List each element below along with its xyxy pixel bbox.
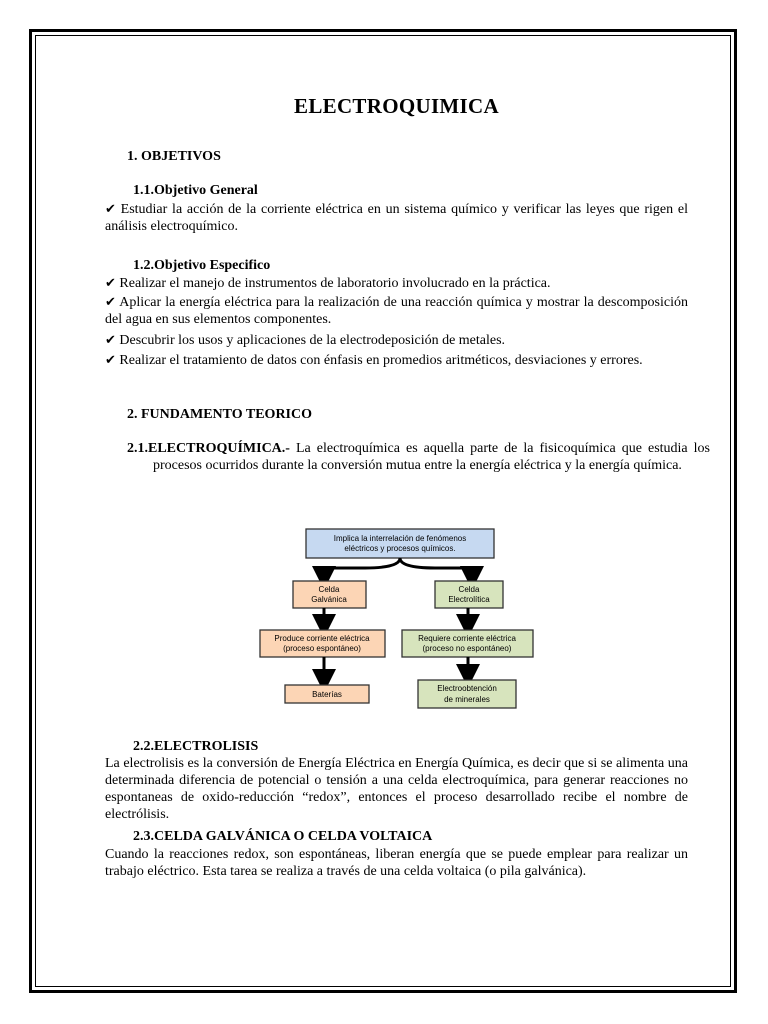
objetivo-especifico-text: Descubrir los usos y aplicaciones de la electrodeposición de metales. [119, 333, 506, 348]
subsection-heading-electrolisis: 2.2.ELECTROLISIS [133, 739, 259, 754]
objetivo-general-item [105, 201, 688, 235]
diagram-branch-left [324, 558, 400, 578]
subsection-heading-celda-galvanica: 2.3.CELDA GALVÁNICA O CELDA VOLTAICA [133, 829, 433, 844]
objetivo-especifico-text: Realizar el manejo de instrumentos de laboratorio involucrado en la práctica. [119, 276, 551, 291]
diagram-right-mid-line-1: Requiere corriente eléctrica [418, 634, 516, 643]
section-heading-fundamento: 2. FUNDAMENTO TEORICO [127, 407, 313, 422]
checkmark-icon: ✔ [105, 202, 116, 217]
diagram-left-celda-line-1: Celda [318, 585, 340, 594]
diagram-top-line-2: eléctricos y procesos químicos. [344, 544, 456, 553]
diagram-right-celda-line-1: Celda [458, 585, 480, 594]
diagram-right-mid-line-2: (proceso no espontáneo) [422, 644, 512, 653]
diagram-right-bottom-line-1: Electroobtención [437, 684, 497, 693]
checkmark-icon: ✔ [105, 295, 116, 310]
checkmark-icon: ✔ [105, 276, 116, 291]
subsection-heading-especifico: 1.2.Objetivo Especifico [133, 258, 271, 273]
section-heading-objetivos: 1. OBJETIVOS [127, 149, 221, 164]
checkmark-icon: ✔ [105, 333, 116, 348]
diagram-top-line-1: Implica la interrelación de fenómenos [333, 534, 467, 543]
diagram-left-celda-line-2: Galvánica [311, 595, 347, 604]
electroquimica-paragraph [105, 440, 710, 474]
diagram-left-bottom-line-1: Baterías [312, 690, 342, 699]
diagram-right-bottom-line-2: de minerales [444, 695, 490, 704]
diagram-left-mid-line-1: Produce corriente eléctrica [274, 634, 370, 643]
subsection-heading-general: 1.1.Objetivo General [133, 183, 258, 198]
objetivo-especifico-item [105, 294, 688, 328]
electrochemistry-diagram [105, 520, 688, 720]
diagram-left-mid-line-2: (proceso espontáneo) [283, 644, 361, 653]
objetivo-especifico-item [105, 352, 688, 369]
checkmark-icon: ✔ [105, 353, 116, 368]
objetivo-especifico-item [105, 275, 688, 292]
diagram-right-celda-line-2: Electrolítica [448, 595, 490, 604]
electrolisis-paragraph: La electrolisis es la conversión de Energía Eléctrica en Energía Química, es decir que si se alimenta una determinada diferencia de potencial o tensión a una celda electroquímica, para generar reacciones no espontaneas de oxido-reducción “redox”, entonces el proceso desarrollado recibe el nombre de electrólisis. [105, 756, 688, 822]
document-title: ELECTROQUIMICA [294, 94, 499, 118]
objetivo-especifico-text: Realizar el tratamiento de datos con énfasis en promedios aritméticos, desviaciones y errores. [119, 353, 643, 368]
objetivo-especifico-item [105, 332, 688, 349]
diagram-branch-right [400, 558, 472, 578]
objetivo-especifico-text: Aplicar la energía eléctrica para la realización de una reacción química y mostrar la descomposición del agua en sus elementos componentes. [105, 295, 689, 327]
celda-galvanica-paragraph: Cuando la reacciones redox, son espontáneas, liberan energía que se puede emplear para realizar un trabajo eléctrico. Esta tarea se realiza a través de una celda voltaica (o pila galvánica). [105, 847, 688, 879]
objetivo-general-text: Estudiar la acción de la corriente eléctrica en un sistema químico y verificar las leyes que rigen el análisis electroquímico. [105, 202, 688, 234]
electroquimica-text: La electroquímica es aquella parte de la fisicoquímica que estudia los procesos ocurridos durante la conversión mutua entre la energía eléctrica y la energía química. [153, 441, 710, 473]
electroquimica-label: 2.1.ELECTROQUÍMICA.- [127, 441, 290, 456]
